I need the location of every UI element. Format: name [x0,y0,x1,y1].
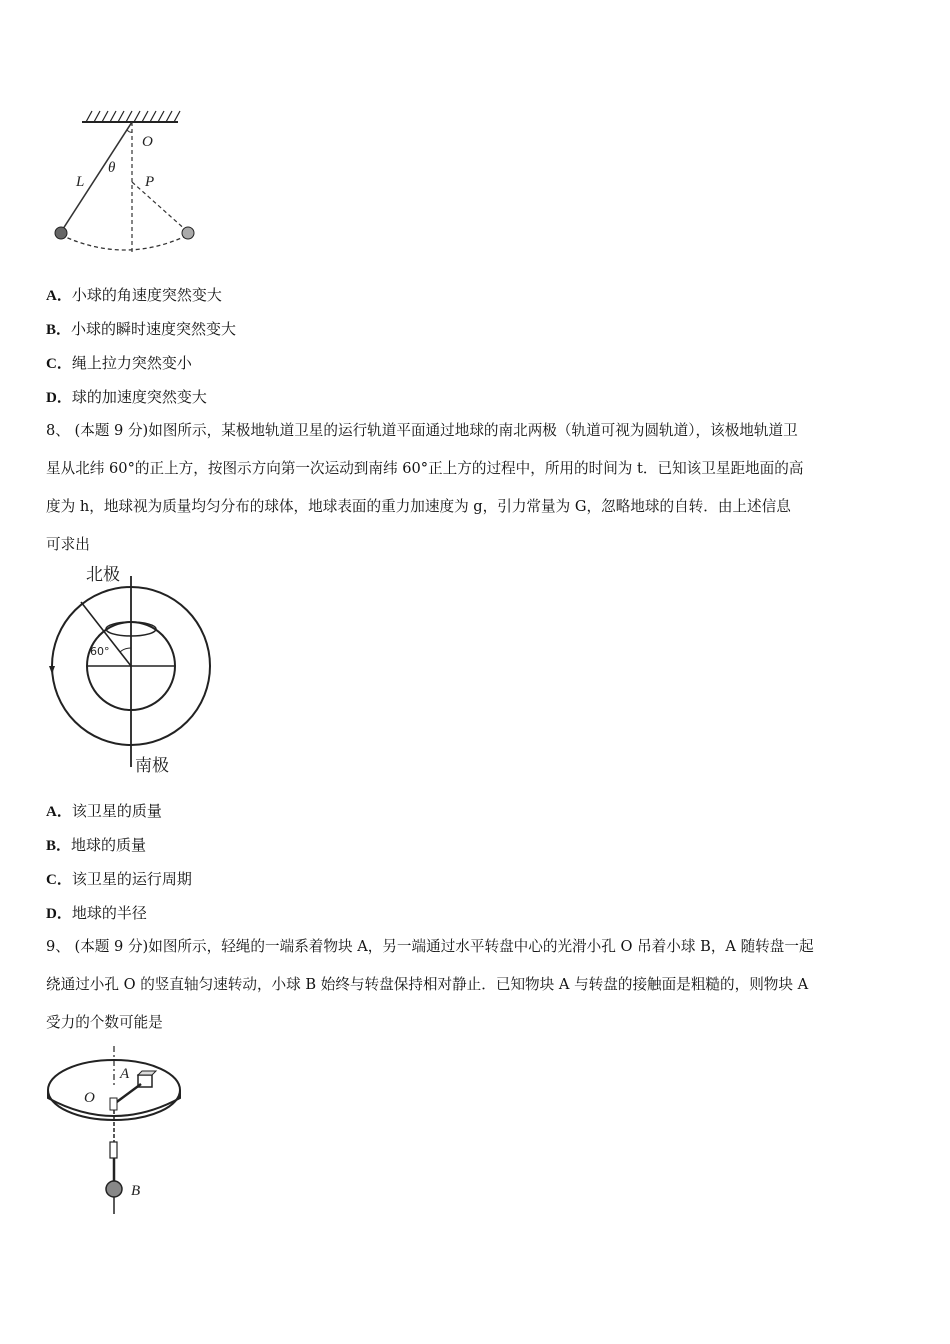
q8-stem-line-2: 星从北纬 60°的正上方，按图示方向第一次运动到南纬 60°正上方的过程中，所用的时间为 t．已知该卫星距地面的高 [46,460,804,477]
label-theta: θ [108,160,116,176]
q9-stem-line-1: 9、 (本题 9 分)如图所示，轻绳的一端系着物块 A，另一端通过水平转盘中心的光滑小孔 O 吊着小球 B，A 随转盘一起 [46,938,814,955]
option-letter: C． [46,872,72,888]
option-letter: B． [46,838,72,854]
angle-label: 60° [90,645,110,658]
south-pole-label: 南极 [135,756,169,776]
q7-option-c [46,353,192,374]
q7-option-d [46,387,207,408]
label-B: B [131,1183,141,1199]
option-text: 小球的瞬时速度突然变大 [71,320,237,338]
q7-option-a [46,285,222,306]
option-letter: A． [46,804,72,820]
label-A: A [120,1066,130,1082]
option-text: 地球的质量 [71,836,147,854]
option-text: 该卫星的运行周期 [71,870,192,888]
option-letter: D． [46,390,72,406]
q8-stem-line-1: 8、 (本题 9 分)如图所示，某极地轨道卫星的运行轨道平面通过地球的南北两极（轨道可视为圆轨道），该极地轨道卫 [46,422,798,439]
q8-option-d [46,903,147,924]
option-letter: C． [46,356,72,372]
option-text: 小球的角速度突然变大 [71,286,222,304]
option-letter: B． [46,322,72,338]
option-text: 绳上拉力突然变小 [71,354,192,372]
q9-stem-line-3: 受力的个数可能是 [46,1014,163,1031]
north-pole-label: 北极 [86,565,120,585]
option-text: 球的加速度突然变大 [71,388,207,406]
option-text: 地球的半径 [71,904,147,922]
label-P: P [145,174,155,190]
q8-option-b [46,835,146,856]
ball-B [106,1181,122,1197]
option-letter: D． [46,906,72,922]
q8-option-c [46,869,192,890]
q8-stem-line-3: 度为 h，地球视为质量均匀分布的球体，地球表面的重力加速度为 g，引力常量为 G，忽略地球的自转．由上述信息 [46,498,791,515]
q8-option-a [46,801,162,822]
turntable-figure [44,1042,194,1217]
label-L: L [76,174,85,190]
right-ball [182,227,194,239]
q7-option-b [46,319,236,340]
label-O: O [142,134,153,150]
polar-orbit-figure [44,562,224,777]
left-ball [55,227,67,239]
label-O: O [84,1090,95,1106]
option-letter: A． [46,288,72,304]
q9-stem-line-2: 绕通过小孔 O 的竖直轴匀速转动，小球 B 始终与转盘保持相对静止．已知物块 A 与转盘的接触面是粗糙的，则物块 A [46,976,809,993]
pendulum-figure [50,105,210,255]
q8-stem-line-4: 可求出 [46,536,90,553]
option-text: 该卫星的质量 [71,802,162,820]
